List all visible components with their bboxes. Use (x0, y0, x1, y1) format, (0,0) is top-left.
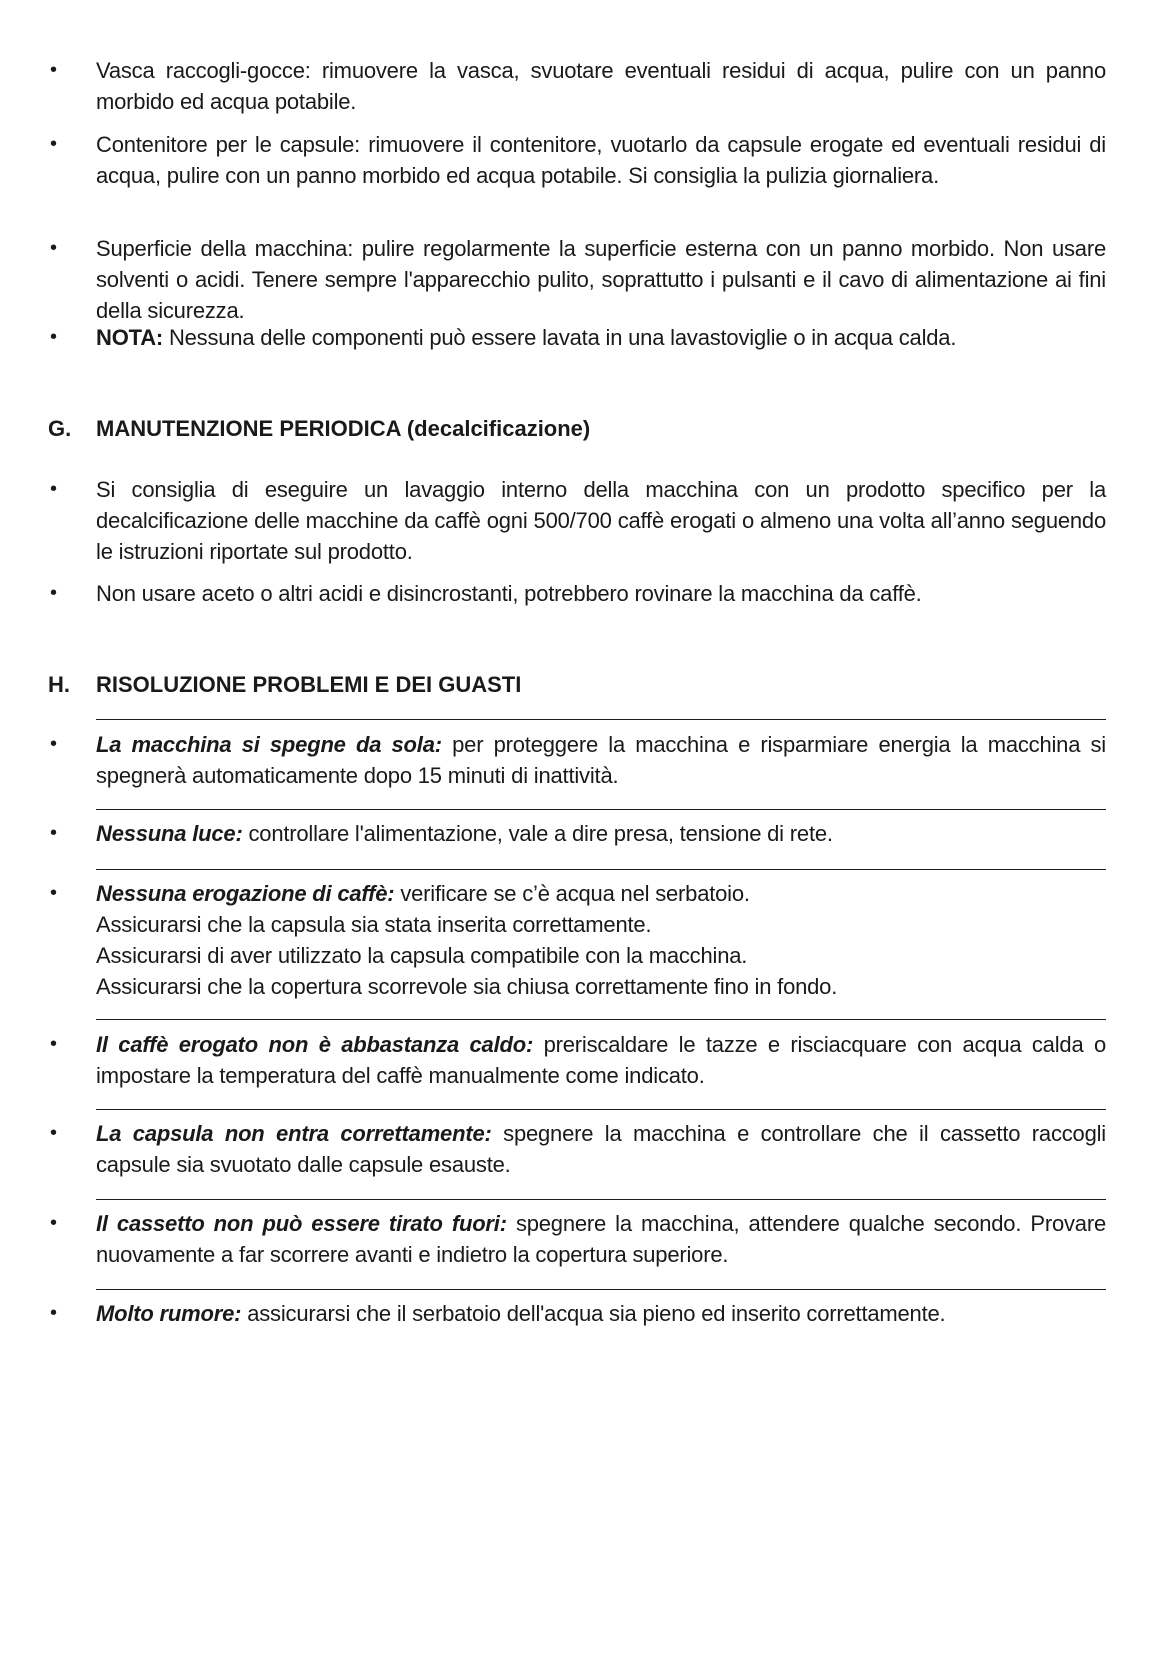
divider (96, 1199, 1106, 1200)
problem-label: La capsula non entra correttamente: (96, 1121, 492, 1146)
troubleshooting-item-no-light: Nessuna luce: controllare l'alimentazione, vale a dire presa, tensione di rete. (96, 821, 833, 846)
troubleshooting-item-drawer-stuck: Il cassetto non può essere tirato fuori: spegnere la macchina, attendere qualche secondo. Provare nuovamente a far scorrere avanti e indietro la copertura superiore. (96, 1211, 1106, 1267)
divider (96, 1289, 1106, 1290)
check-line: Assicurarsi che la capsula sia stata inserita correttamente. (96, 912, 652, 937)
problem-label: Nessuna luce: (96, 821, 243, 846)
bullet-icon: • (50, 582, 58, 604)
troubleshooting-item-no-coffee: Nessuna erogazione di caffè: verificare se c’è acqua nel serbatoio. Assicurarsi che la capsula sia stata inserita correttamente. Assicurarsi di aver utilizzato la capsula compatibile con la macchina. Assicurarsi che la copertura scorrevole sia chiusa correttamente fino in fondo. (96, 878, 1106, 1002)
divider (96, 1109, 1106, 1110)
problem-label: Il caffè erogato non è abbastanza caldo: (96, 1032, 534, 1057)
cleaning-item-note: NOTA: Nessuna delle componenti può essere lavata in una lavastoviglie o in acqua calda. (96, 325, 957, 350)
section-g-title: MANUTENZIONE PERIODICA (decalcificazione) (96, 416, 591, 441)
divider (96, 719, 1106, 720)
bullet-icon: • (50, 1302, 58, 1324)
bullet-icon: • (50, 59, 58, 81)
problem-label: Nessuna erogazione di caffè: (96, 881, 395, 906)
bullet-icon: • (50, 326, 58, 348)
section-h-title: RISOLUZIONE PROBLEMI E DEI GUASTI (96, 672, 522, 697)
maintenance-item-decalcify: Si consiglia di eseguire un lavaggio interno della macchina con un prodotto specifico per la decalcificazione delle macchine da caffè ogni 500/700 caffè erogati o almeno una volta all’anno seguendo le istruzioni riportate sul prodotto. (96, 477, 1106, 564)
section-h-letter: H. (48, 672, 70, 697)
troubleshooting-item-capsule-jam: La capsula non entra correttamente: spegnere la macchina e controllare che il cassetto raccogli capsule sia svuotato dalle capsule esauste. (96, 1121, 1106, 1177)
bullet-icon: • (50, 1033, 58, 1055)
troubleshooting-item-not-hot: Il caffè erogato non è abbastanza caldo: preriscaldare le tazze e risciacquare con acqua calda o impostare la temperatura del caffè manualmente come indicato. (96, 1032, 1106, 1088)
note-label: NOTA: (96, 325, 164, 350)
bullet-icon: • (50, 237, 58, 259)
bullet-icon: • (50, 882, 58, 904)
check-line: Assicurarsi di aver utilizzato la capsula compatibile con la macchina. (96, 943, 748, 968)
bullet-icon: • (50, 478, 58, 500)
problem-label: Molto rumore: (96, 1301, 242, 1326)
divider (96, 809, 1106, 810)
troubleshooting-item-auto-off: La macchina si spegne da sola: per proteggere la macchina e risparmiare energia la macchina si spegnerà automaticamente dopo 15 minuti di inattività. (96, 732, 1106, 788)
bullet-icon: • (50, 822, 58, 844)
section-g-letter: G. (48, 416, 72, 441)
troubleshooting-item-noise: Molto rumore: assicurarsi che il serbatoio dell'acqua sia pieno ed inserito correttamente. (96, 1301, 946, 1326)
problem-label: Il cassetto non può essere tirato fuori: (96, 1211, 507, 1236)
divider (96, 869, 1106, 870)
check-line: Assicurarsi che la copertura scorrevole sia chiusa correttamente fino in fondo. (96, 974, 838, 999)
problem-label: La macchina si spegne da sola: (96, 732, 442, 757)
cleaning-item-capsule-container: Contenitore per le capsule: rimuovere il contenitore, vuotarlo da capsule erogate ed eventuali residui di acqua, pulire con un panno morbido ed acqua potabile. Si consiglia la pulizia giornaliera. (96, 132, 1106, 188)
divider (96, 1019, 1106, 1020)
bullet-icon: • (50, 133, 58, 155)
bullet-icon: • (50, 1122, 58, 1144)
bullet-icon: • (50, 1212, 58, 1234)
cleaning-item-drip-tray: Vasca raccogli-gocce: rimuovere la vasca, svuotare eventuali residui di acqua, pulire con un panno morbido ed acqua potabile. (96, 58, 1106, 114)
bullet-icon: • (50, 733, 58, 755)
cleaning-item-machine-surface: Superficie della macchina: pulire regolarmente la superficie esterna con un panno morbido. Non usare solventi o acidi. Tenere sempre l'apparecchio pulito, soprattutto i pulsanti e il cavo di alimentazione ai fini della sicurezza. (96, 236, 1106, 323)
maintenance-item-no-vinegar: Non usare aceto o altri acidi e disincrostanti, potrebbero rovinare la macchina da caffè. (96, 581, 922, 606)
